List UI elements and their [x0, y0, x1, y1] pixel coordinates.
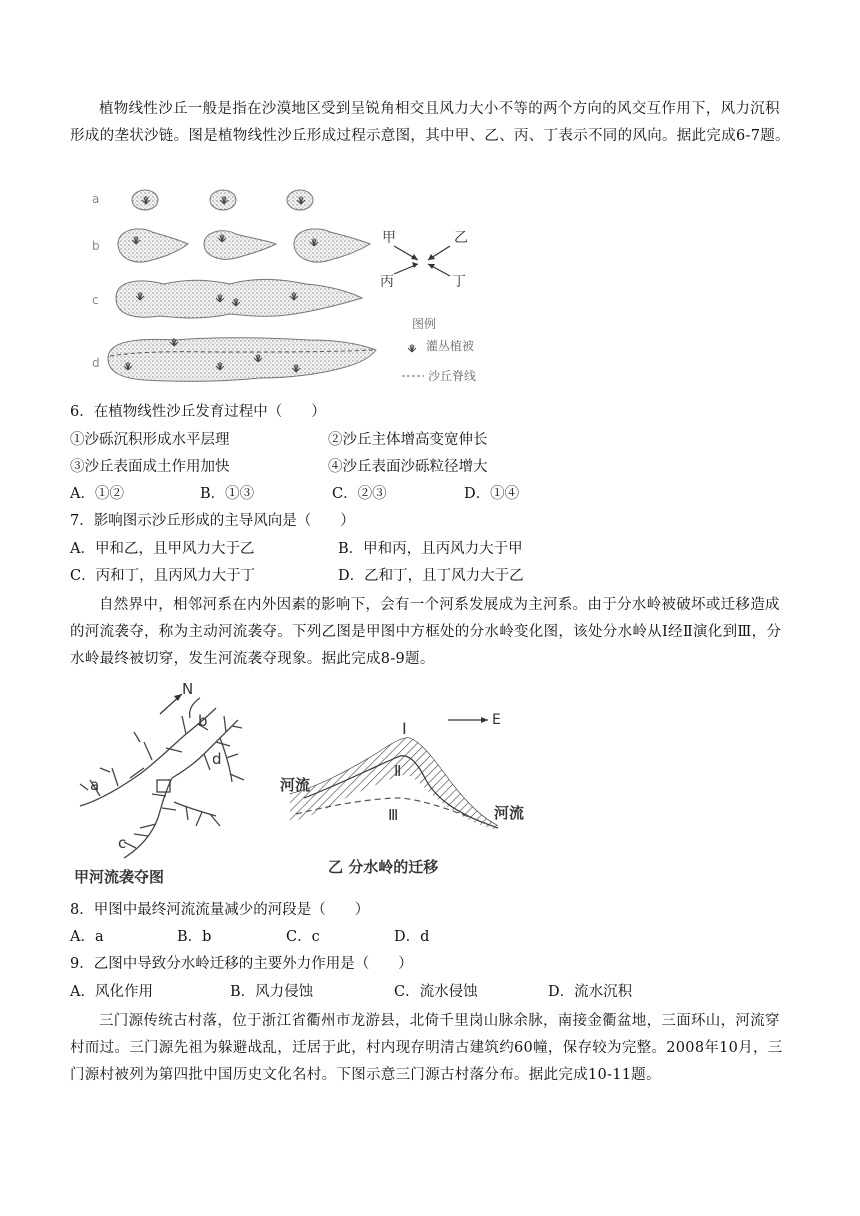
q7-stem: 7．影响图示沙丘形成的主导风向是（ ） [70, 513, 355, 529]
river-label-right: 河流 [494, 804, 525, 822]
legend [402, 316, 476, 383]
wind-ding-label: 丁 [452, 274, 466, 290]
wind-jia-label: 甲 [382, 230, 396, 246]
dune-row-d [108, 338, 376, 382]
legend-title: 图例 [412, 317, 437, 331]
q6-statement-3: ③沙丘表面成土作用加快 [70, 459, 230, 475]
row-label-d: d [92, 356, 100, 370]
q9-option-c: C．流水侵蚀 [394, 984, 478, 1000]
q8-option-a: A．a [70, 929, 104, 945]
q6-stem: 6．在植物线性沙丘发育过程中（ ） [70, 404, 326, 420]
q9-option-d: D．流水沉积 [548, 984, 633, 1000]
passage-dunes: 植物线性沙丘一般是指在沙漠地区受到呈锐角相交且风力大小不等的两个方向的风交互作用下，风力沉积形成的垄状沙链。图是植物线性沙丘形成过程示意图，其中甲、乙、丙、丁表示不同的风向。据此完成6-7题。 [70, 101, 790, 144]
q6-statement-2: ②沙丘主体增高变宽伸长 [328, 432, 488, 448]
label-a: a [90, 776, 100, 794]
row-label-c: c [92, 293, 99, 307]
river-network [80, 698, 244, 858]
q6-statement-1: ①沙砾沉积形成水平层理 [70, 432, 230, 448]
q9-stem: 9．乙图中导致分水岭迁移的主要外力作用是（ ） [70, 956, 413, 972]
q8-option-d: D．d [394, 929, 430, 945]
label-roman-ii: Ⅱ [394, 762, 402, 780]
wind-direction-diagram [380, 230, 468, 290]
q6-option-d: D．①④ [464, 486, 520, 502]
shrub-icon [408, 344, 416, 352]
wind-bing-label: 丙 [380, 274, 394, 290]
label-roman-i: Ⅰ [402, 719, 407, 738]
q8-stem: 8．甲图中最终河流流量减少的河段是（ ） [70, 902, 370, 918]
q6-option-a: A．①② [70, 486, 124, 502]
q6-option-c: C．②③ [332, 486, 387, 502]
passage-river-capture: 自然界中，相邻河系在内外因素的影响下，会有一个河系发展成为主河系。由于分水岭被破坏或迁移造成的河流袭夺，称为主动河流袭夺。下列乙图是甲图中方框处的分水岭变化图，该处分水岭从Ⅰ经Ⅱ演化到Ⅲ，分水岭最终被切穿，发生河流袭夺现象。据此完成8-9题。 [70, 597, 782, 667]
q8-option-b: B．b [177, 929, 212, 945]
q8-option-c: C．c [286, 929, 320, 945]
label-roman-iii: Ⅲ [388, 806, 399, 824]
q7-option-d: D．乙和丁，且丁风力大于乙 [338, 568, 524, 584]
passage-sanmenyuan: 三门源传统古村落，位于浙江省衢州市龙游县，北倚千里岗山脉余脉，南接金衢盆地，三面环山，河流穿村而过。三门源先祖为躲避战乱，迁居于此，村内现存明清古建筑约60幢，保存较为完整。2008年10月，三门源村被列为第四批中国历史文化名村。下图示意三门源古村落分布。据此完成10-11题。 [70, 1013, 783, 1083]
q9-option-a: A．风化作用 [70, 984, 153, 1000]
q6-option-b: B．①③ [200, 486, 255, 502]
map-caption: 甲河流袭夺图 [74, 868, 165, 886]
q6-statement-4: ④沙丘表面沙砾粒径增大 [328, 459, 488, 475]
label-b: b [198, 712, 208, 730]
river-label-left: 河流 [280, 776, 311, 794]
legend-ridge-label: 沙丘脊线 [428, 369, 477, 383]
q9-option-b: B．风力侵蚀 [230, 984, 314, 1000]
q7-option-a: A．甲和乙，且甲风力大于乙 [70, 541, 255, 557]
row-label-a: a [92, 192, 100, 206]
north-label: N [182, 680, 194, 698]
q7-option-b: B．甲和丙，且丙风力大于甲 [338, 541, 523, 557]
east-label: E [492, 712, 501, 728]
migration-caption: 乙 分水岭的迁移 [328, 858, 439, 876]
row-label-b: b [92, 239, 100, 253]
q7-option-c: C．丙和丁，且丙风力大于丁 [70, 568, 256, 584]
legend-shrub-label: 灌丛植被 [426, 339, 475, 353]
label-d: d [212, 750, 222, 768]
dune-row-b [118, 229, 370, 262]
dune-row-a [132, 190, 313, 210]
wind-yi-label: 乙 [454, 230, 468, 246]
dune-formation-figure [80, 180, 520, 392]
label-c: c [118, 834, 127, 852]
dune-row-c [116, 279, 362, 318]
river-capture-map [70, 678, 260, 888]
watershed-migration-figure [276, 706, 546, 884]
